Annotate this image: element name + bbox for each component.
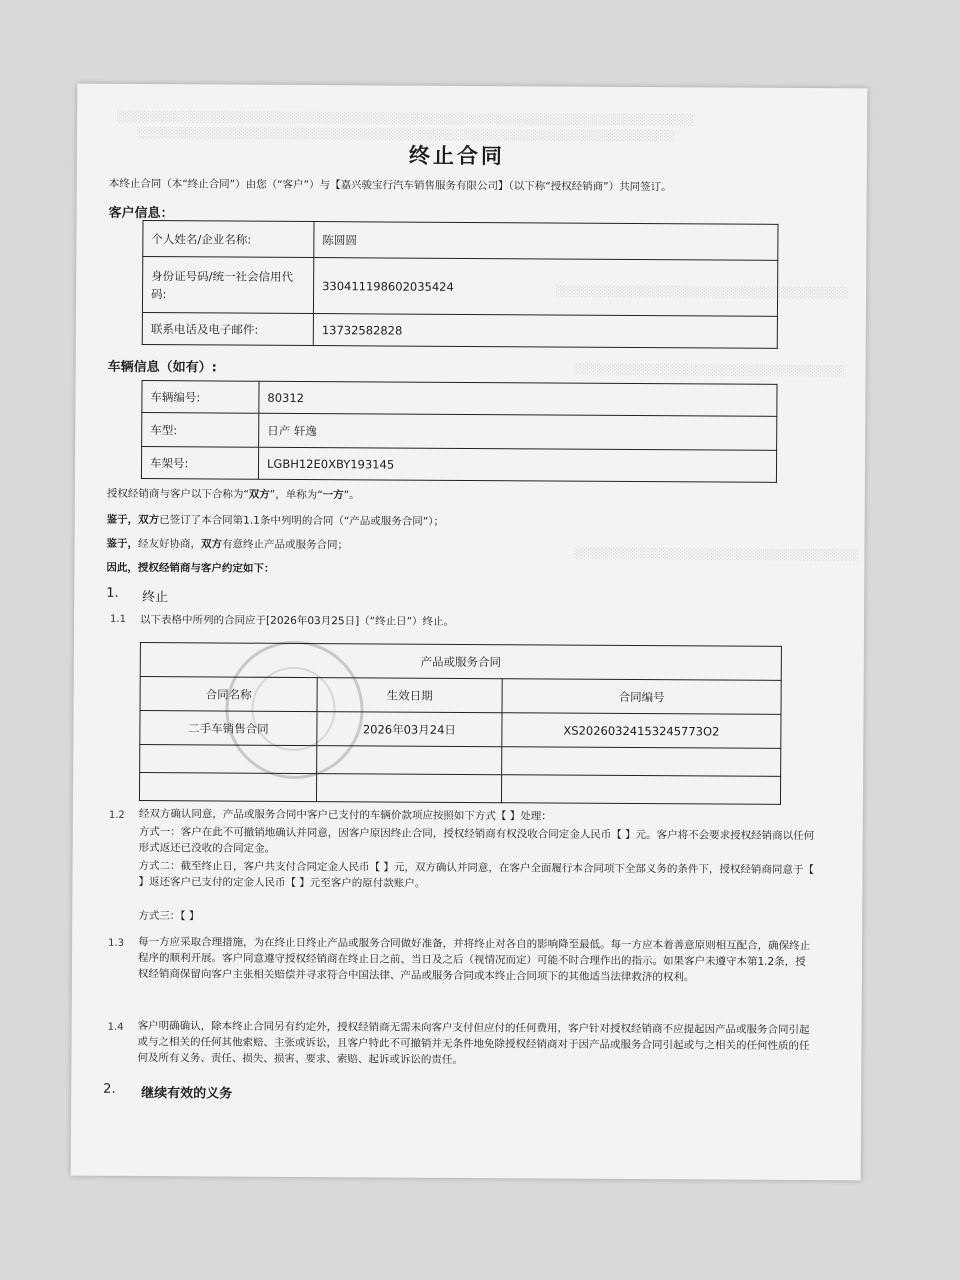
clause-1-1-text: 以下表格中所列的合同应于[2026年03月25日]（“终止日”）终止。 — [140, 613, 455, 628]
vehicle-label: 车型: — [142, 412, 259, 447]
contracts-table — [139, 642, 782, 805]
recital-text: 经友好协商， — [137, 537, 202, 551]
recital-whereas-2 — [106, 536, 348, 553]
customer-label: 身份证号码/统一社会信用代码: — [142, 257, 313, 314]
show-through-text: ░░░░░░░░░░░░░░░░░░░░░░░░░░░░░░░░░░░ — [575, 364, 845, 378]
recital-text: 已签订了本合同第1.1条中列明的合同（“产品或服务合同”）； — [159, 514, 445, 528]
customer-value: 陈圆圆 — [314, 222, 778, 261]
vehicle-row — [142, 412, 777, 450]
clause-1-4-text: 客户明确确认，除本终止合同另有约定外，授权经销商无需未向客户支付但应付的任何费用，客户针对授权经销商不应提起因产品或服务合同引起或与之相关的任何其他索赔、主张或诉讼，且客户特此不可撤销并无条件地免除授权经销商对于因产品或服务合同引起或与之相关的任何性质的任何及所有义务、责任、损失、损害、要求、索赔、起诉或诉讼的责任。 — [137, 1019, 810, 1066]
contracts-caption: 产品或服务合同 — [140, 642, 781, 680]
contracts-row — [139, 772, 780, 804]
recital-bold: 鉴于， — [106, 513, 139, 526]
header-contract-number: 合同编号 — [502, 679, 781, 715]
contracts-header-row — [140, 676, 781, 714]
contracts-row — [140, 710, 781, 748]
header-contract-name: 合同名称 — [140, 676, 317, 711]
vehicle-label: 车辆编号: — [142, 380, 259, 413]
customer-info-heading: 客户信息： — [108, 205, 174, 222]
recital-bold: 双方 — [248, 488, 270, 501]
show-through-text: ░░░░░░░░░░░░░░░░░░░░░░░░░░░░░░░░░░░░░░░░░░░░░░░░░░░░░░░░░░░░░░░░░░░░░░ — [137, 127, 676, 143]
customer-value: 330411198602035424 — [313, 258, 777, 317]
customer-label: 个人姓名/企业名称: — [143, 221, 314, 258]
customer-row — [142, 312, 777, 348]
contract-date — [317, 746, 502, 775]
recital-bold: 双方 — [138, 513, 160, 527]
clause-1-3-number: 1.3 — [108, 937, 125, 949]
recital-parties — [107, 486, 360, 504]
customer-row — [143, 221, 778, 261]
section-2-title: 继续有效的义务 — [141, 1086, 233, 1102]
contract-date — [316, 774, 501, 803]
show-through-text: ░░░░░░░░░░░░░░░░░░░░░░░░░░░░░░░░░░░░░░░░░░░░░░░░░░░░░░░░░░░░░░░░░░░░░░░░░░░ — [117, 111, 694, 127]
customer-info-table — [142, 220, 779, 349]
clause-1-2-number: 1.2 — [108, 809, 125, 821]
recital-therefore — [106, 560, 274, 577]
clause-1-2-way-2: 方式二：截至终止日，客户共支付合同定金人民币【 】元，双方确认并同意，在客户全面履行本合同项下全部义务的条件下，授权经销商同意于【 】返还客户已支付的定金人民币【 】元至客户的原付款账户。 — [138, 859, 814, 890]
clause-1-3-text: 每一方应采取合理措施，为在终止日终止产品或服务合同做好准备，并将终止对各自的影响降至最低。每一方应本着善意原则相互配合，确保终止程序的顺利开展。客户同意遵守授权经销商在终止日之前、当日及之后（视情况而定）可能不时合理作出的指示。如果客户未遵守本第1.2条，授权经销商保留向客户主张相关赔偿并寻求符合中国法律、产品或服务合同或本终止合同项下的其他适当法律救济的权利。 — [137, 935, 811, 984]
clause-1-2-text: 经双方确认同意，产品或服务合同中客户已支付的车辆价款项应按照如下方式【 】处理： — [138, 807, 552, 823]
vehicle-value: 日产 轩逸 — [259, 413, 777, 450]
contract-date: 2026年03月24日 — [317, 712, 502, 747]
recital-bold: 鉴于， — [106, 537, 139, 550]
contract-name — [139, 772, 316, 801]
vehicle-info-table — [141, 380, 778, 483]
recital-bold: 一方 — [322, 489, 344, 502]
section-1-number: 1. — [106, 585, 119, 601]
recital-text: ”，单称为“ — [269, 488, 323, 502]
recital-text: ”。 — [343, 489, 360, 502]
contracts-caption-row — [140, 642, 781, 680]
customer-row — [142, 257, 777, 317]
recital-bold: 授权经销商与客户约定如下： — [137, 561, 275, 575]
contract-name — [140, 744, 317, 773]
clause-1-1-number: 1.1 — [110, 613, 127, 625]
show-through-text: ░░░░░░░░░░░░░░░░░░░░░░░░░░░░░░░░░░░░░ — [574, 548, 860, 562]
clause-1-4-number: 1.4 — [107, 1021, 124, 1033]
contract-name: 二手车销售合同 — [140, 710, 317, 745]
section-2-number: 2. — [103, 1081, 116, 1097]
recital-bold: 双方 — [200, 538, 223, 551]
contract-page — [71, 84, 868, 1181]
show-through-text: ░░░░░░░░░░░░░░░░░░░░░░░░░░░░░░░░░░░░░░ — [556, 286, 849, 300]
contract-number — [502, 747, 781, 777]
vehicle-info-heading: 车辆信息（如有）: — [107, 359, 217, 376]
clause-1-2-way-3: 方式三：【 】 — [138, 909, 200, 923]
vehicle-row — [142, 380, 777, 416]
vehicle-value: 80312 — [259, 381, 777, 416]
section-1-title: 终止 — [142, 590, 169, 606]
contract-number: XS20260324153245773O2 — [502, 713, 781, 749]
recital-text: 有意终止产品或服务合同； — [221, 538, 349, 552]
intro-paragraph: 本终止合同（本“终止合同”）由您（“客户”）与【嘉兴骏宝行汽车销售服务有限公司】（以下称“授权经销商”）共同签订。 — [108, 177, 672, 194]
vehicle-row — [141, 446, 776, 482]
recital-bold: 因此， — [106, 561, 138, 574]
document-title: 终止合同 — [408, 143, 505, 169]
contract-number — [501, 775, 780, 805]
header-effective-date: 生效日期 — [317, 678, 502, 713]
vehicle-value: LGBH12E0XBY193145 — [258, 447, 776, 482]
vehicle-label: 车架号: — [141, 446, 258, 479]
customer-label: 联系电话及电子邮件: — [142, 312, 313, 345]
recital-text: 授权经销商与客户以下合称为“ — [106, 487, 249, 501]
clause-1-2-way-1: 方式一：客户在此不可撤销地确认并同意，因客户原因终止合同，授权经销商有权没收合同定金人民币【 】元。客户将不会要求授权经销商以任何形式返还已没收的合同定金。 — [138, 825, 815, 855]
contracts-row — [140, 744, 781, 776]
recital-whereas-1 — [107, 512, 444, 530]
customer-value: 13732582828 — [313, 314, 777, 349]
